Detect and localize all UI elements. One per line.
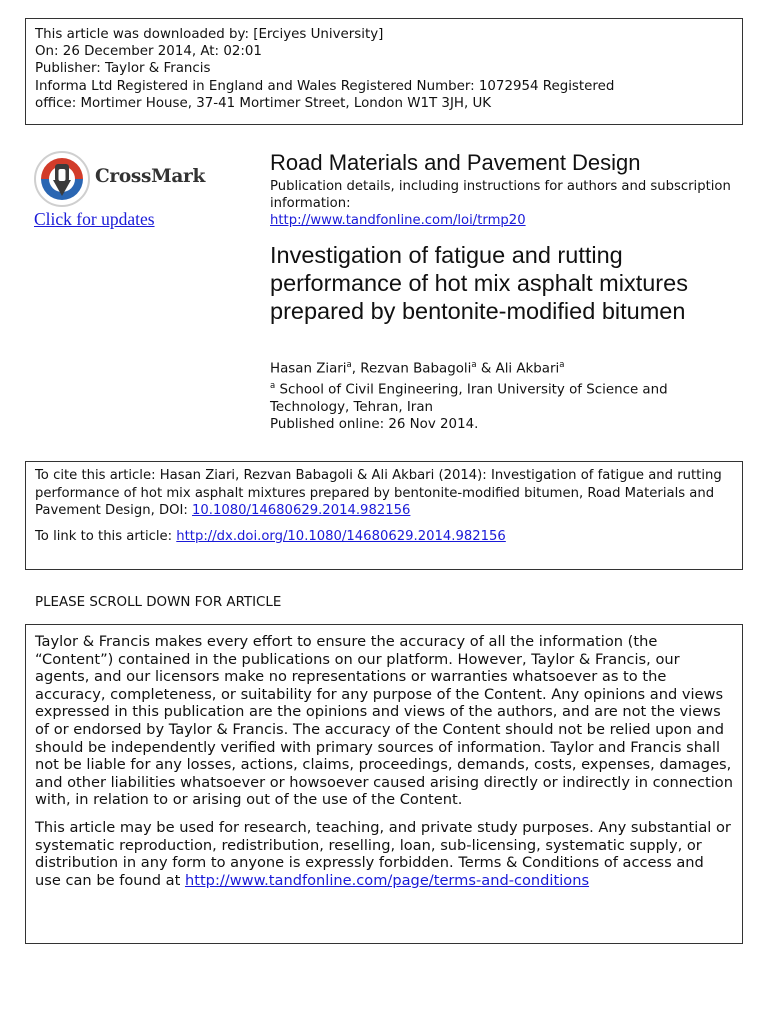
citation-text: To cite this article: Hasan Ziari, Rezvan Babagoli & Ali Akbari (2014): Investigation of fatigue and rutting performance of hot mix asphalt mixtures prepared by bentonite-modified bitumen, Road Materials and Pavement Design, DOI: <box>35 468 722 518</box>
link-label: To link to this article: <box>35 528 177 544</box>
terms-box <box>25 624 743 944</box>
crossmark-icon <box>33 150 91 208</box>
citation-box <box>25 461 743 570</box>
publication-details <box>270 178 740 229</box>
publisher-line: Publisher: Taylor & Francis <box>35 61 211 77</box>
journal-title: Road Materials and Pavement Design <box>270 150 641 175</box>
affiliation-block <box>270 378 730 434</box>
download-info-box <box>25 18 743 125</box>
author-affil-marker: a <box>346 360 352 370</box>
article-title: Investigation of fatigue and rutting performance of hot mix asphalt mixtures prepared by bentonite-modified bitumen <box>270 242 688 324</box>
download-date-line: On: 26 December 2014, At: 02:01 <box>35 44 262 60</box>
published-online-date: Published online: 26 Nov 2014. <box>270 417 479 433</box>
publication-details-text: Publication details, including instructions for authors and subscription information: <box>270 179 731 211</box>
affiliation-marker: a <box>270 381 276 391</box>
usage-text: This article may be used for research, teaching, and private study purposes. Any substantial or systematic reproduction, redistribution, reselling, loan, sub-licensing, systematic supply, or distribution in any form to anyone is expressly forbidden. Terms & Conditions of access and use can be found at <box>35 818 731 889</box>
article-doi-url-link[interactable]: http://dx.doi.org/10.1080/14680629.2014.982156 <box>176 528 506 544</box>
crossmark-badge[interactable] <box>33 150 203 232</box>
crossmark-wordmark: CrossMark <box>95 166 205 187</box>
terms-conditions-link[interactable]: http://www.tandfonline.com/page/terms-and-conditions <box>184 871 590 889</box>
author-name: Ali Akbari <box>495 361 560 377</box>
author-affil-marker: a <box>559 360 565 370</box>
usage-paragraph <box>35 819 733 889</box>
click-for-updates-link[interactable]: Click for updates <box>34 209 155 229</box>
author-name: Rezvan Babagoli <box>360 361 472 377</box>
author-name: Hasan Ziari <box>270 361 347 377</box>
affiliation-text: School of Civil Engineering, Iran University of Science and Technology, Tehran, Iran <box>270 382 668 415</box>
scroll-down-notice: PLEASE SCROLL DOWN FOR ARTICLE <box>35 595 282 610</box>
author-separator: & <box>476 361 496 377</box>
downloaded-by-line: This article was downloaded by: [Erciyes University] <box>35 27 384 42</box>
author-affil-marker: a <box>471 360 477 370</box>
author-separator: , <box>351 361 361 377</box>
journal-info <box>270 149 740 229</box>
disclaimer-paragraph: Taylor & Francis makes every effort to ensure the accuracy of all the information (the “Content”) contained in the publications on our platform. However, Taylor & Francis, our agents, and our licensors make no representations or warranties whatsoever as to the accuracy, completeness, or suitability for any purpose of the Content. Any opinions and views expressed in this publication are the opinions and views of the authors, and are not the views of or endorsed by Taylor & Francis. The accuracy of the Content should not be relied upon and should be independently verified with primary sources of information. Taylor and Francis shall not be liable for any losses, actions, claims, proceedings, demands, costs, expenses, damages, and other liabilities whatsoever or howsoever caused arising directly or indirectly in connection with, in relation to or arising out of the use of the Content. <box>35 633 733 809</box>
office-line: office: Mortimer House, 37-41 Mortimer Street, London W1T 3JH, UK <box>35 95 492 111</box>
journal-url-link[interactable]: http://www.tandfonline.com/loi/trmp20 <box>270 213 526 228</box>
registration-line: Informa Ltd Registered in England and Wales Registered Number: 1072954 Registered <box>35 78 615 94</box>
author-list <box>270 357 564 377</box>
doi-link[interactable]: 10.1080/14680629.2014.982156 <box>192 503 411 518</box>
